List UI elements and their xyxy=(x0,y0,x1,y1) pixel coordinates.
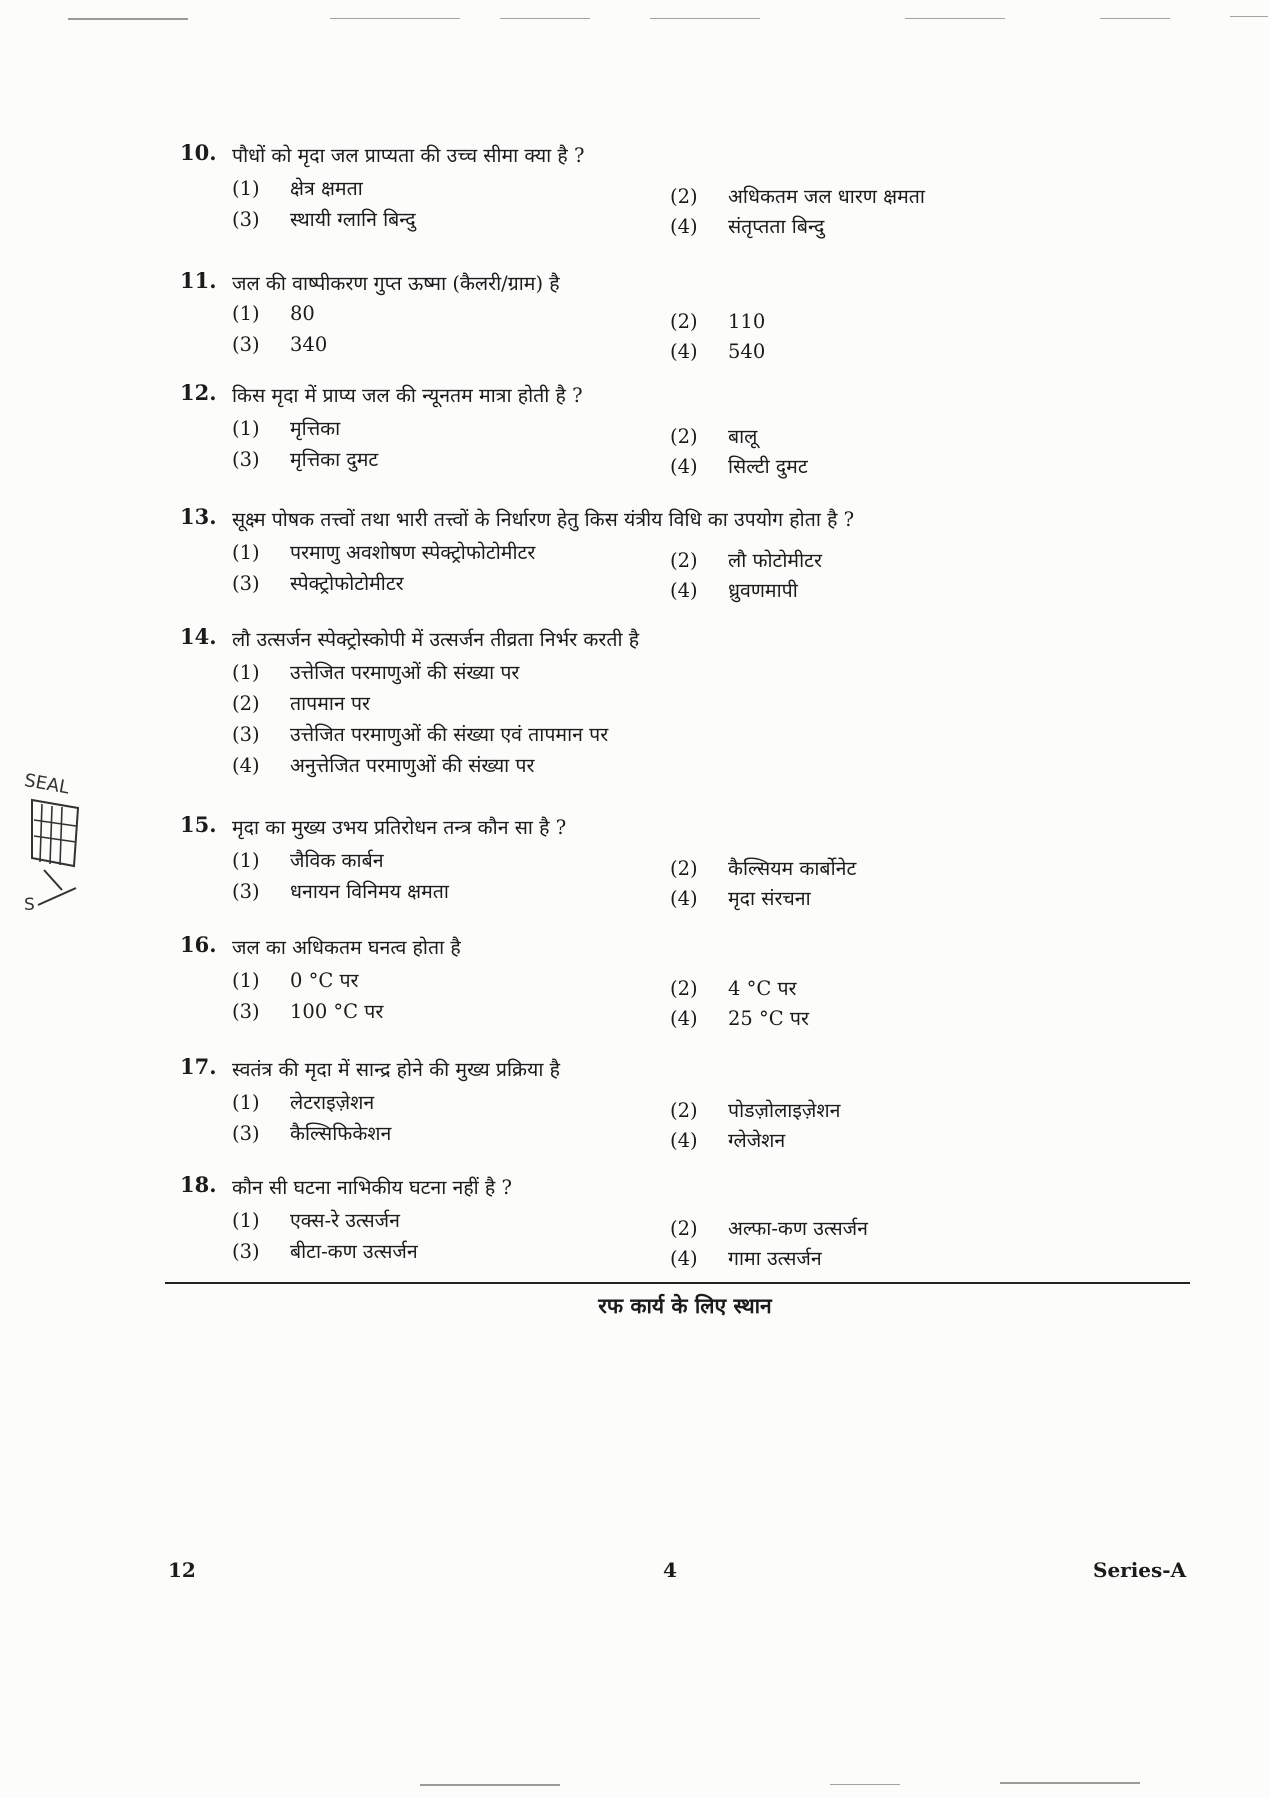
scan-artifact xyxy=(500,18,590,19)
option-1: (1) उत्तेजित परमाणुओं की संख्या पर xyxy=(232,661,520,684)
option-3: (3) उत्तेजित परमाणुओं की संख्या एवं तापमान पर xyxy=(232,723,609,746)
question-number: 14. xyxy=(180,624,217,649)
option-3: (3) स्थायी ग्लानि बिन्दु xyxy=(232,208,416,231)
scan-artifact xyxy=(68,18,188,20)
option-4: (4) 25 °C पर xyxy=(670,1007,809,1030)
option-1: (1) एक्स-रे उत्सर्जन xyxy=(232,1209,400,1232)
option-3: (3) 100 °C पर xyxy=(232,1000,384,1023)
option-2: (2) पोडज़ोलाइज़ेशन xyxy=(670,1099,841,1122)
option-3: (3) 340 xyxy=(232,333,328,356)
scan-artifact xyxy=(420,1784,560,1786)
scan-artifact xyxy=(1230,16,1268,17)
option-4: (4) ग्लेजेशन xyxy=(670,1129,786,1152)
option-3: (3) बीटा-कण उत्सर्जन xyxy=(232,1240,418,1263)
scan-artifact xyxy=(1100,18,1170,19)
option-2: (2) 110 xyxy=(670,310,766,333)
question-number: 16. xyxy=(180,932,217,957)
scan-artifact xyxy=(905,18,1005,19)
option-3: (3) मृत्तिका दुमट xyxy=(232,448,379,471)
option-1: (1) क्षेत्र क्षमता xyxy=(232,177,363,200)
option-1: (1) 0 °C पर xyxy=(232,969,359,992)
question-number: 17. xyxy=(180,1054,217,1079)
option-2: (2) अल्फा-कण उत्सर्जन xyxy=(670,1217,868,1240)
seal-text-top: SEAL xyxy=(22,770,71,799)
seal-stamp-icon xyxy=(18,770,98,920)
option-3: (3) कैल्सिफिकेशन xyxy=(232,1122,392,1145)
question-text: सूक्ष्म पोषक तत्त्वों तथा भारी तत्त्वों के निर्धारण हेतु किस यंत्रीय विधि का उपयोग होता है ? xyxy=(232,508,855,531)
page-number: 4 xyxy=(663,1558,677,1582)
question-text: मृदा का मुख्य उभय प्रतिरोधन तन्त्र कौन सा है ? xyxy=(232,816,567,839)
question-number: 12. xyxy=(180,380,217,405)
question-text: कौन सी घटना नाभिकीय घटना नहीं है ? xyxy=(232,1176,512,1199)
option-1: (1) मृत्तिका xyxy=(232,417,341,440)
series-label: Series-A xyxy=(1093,1558,1187,1582)
option-2: (2) 4 °C पर xyxy=(670,977,797,1000)
option-4: (4) सिल्टी दुमट xyxy=(670,455,808,478)
option-1: (1) जैविक कार्बन xyxy=(232,849,384,872)
question-number: 18. xyxy=(180,1172,217,1197)
question-number: 13. xyxy=(180,504,217,529)
question-text: जल का अधिकतम घनत्व होता है xyxy=(232,936,461,959)
option-4: (4) संतृप्तता बिन्दु xyxy=(670,215,825,238)
seal-text-bottom: S xyxy=(24,895,35,915)
option-4: (4) मृदा संरचना xyxy=(670,887,811,910)
option-4: (4) गामा उत्सर्जन xyxy=(670,1247,822,1270)
question-number: 15. xyxy=(180,812,217,837)
option-4: (4) 540 xyxy=(670,340,766,363)
option-2: (2) अधिकतम जल धारण क्षमता xyxy=(670,185,925,208)
question-number: 10. xyxy=(180,140,217,165)
option-2: (2) कैल्सियम कार्बोनेट xyxy=(670,857,857,880)
option-1: (1) 80 xyxy=(232,302,315,325)
question-number: 11. xyxy=(180,268,217,293)
question-text: लौ उत्सर्जन स्पेक्ट्रोस्कोपी में उत्सर्जन तीव्रता निर्भर करती है xyxy=(232,628,640,651)
option-3: (3) धनायन विनिमय क्षमता xyxy=(232,880,449,903)
option-1: (1) लेटराइज़ेशन xyxy=(232,1091,375,1114)
option-3: (3) स्पेक्ट्रोफोटोमीटर xyxy=(232,572,404,595)
divider xyxy=(165,1282,1190,1284)
scan-artifact xyxy=(1000,1782,1140,1784)
footer-code: 12 xyxy=(168,1558,196,1582)
option-4: (4) अनुत्तेजित परमाणुओं की संख्या पर xyxy=(232,754,535,777)
question-text: किस मृदा में प्राप्य जल की न्यूनतम मात्रा होती है ? xyxy=(232,384,583,407)
option-2: (2) बालू xyxy=(670,425,758,448)
question-text: जल की वाष्पीकरण गुप्त ऊष्मा (कैलरी/ग्राम) है xyxy=(232,272,560,295)
scan-artifact xyxy=(330,18,460,19)
rough-work-heading: रफ कार्य के लिए स्थान xyxy=(598,1293,772,1318)
scan-artifact xyxy=(650,18,760,19)
option-2: (2) लौ फोटोमीटर xyxy=(670,549,822,572)
question-text: पौधों को मृदा जल प्राप्यता की उच्च सीमा क्या है ? xyxy=(232,144,585,167)
option-1: (1) परमाणु अवशोषण स्पेक्ट्रोफोटोमीटर xyxy=(232,541,536,564)
option-4: (4) ध्रुवणमापी xyxy=(670,579,798,602)
scan-artifact xyxy=(830,1784,900,1785)
option-2: (2) तापमान पर xyxy=(232,692,371,715)
question-text: स्वतंत्र की मृदा में सान्द्र होने की मुख्य प्रक्रिया है xyxy=(232,1058,560,1081)
